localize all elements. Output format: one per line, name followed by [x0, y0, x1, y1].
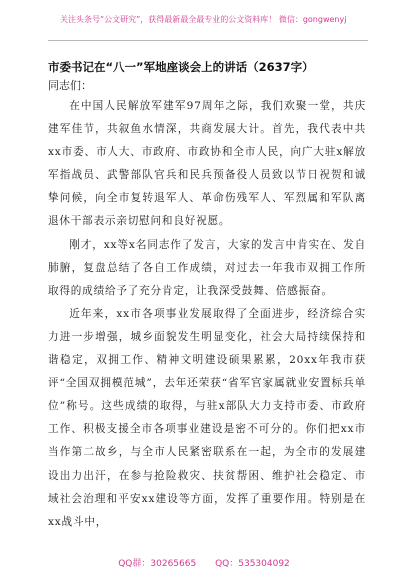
footer-qq: QQ：535304092 [215, 559, 290, 569]
page-footer [0, 556, 408, 569]
page-header [0, 0, 408, 38]
paragraph: 近年来，xx市各项事业发展取得了全面进步，经济综合实力进一步增强，城乡面貌发生明显变化，社会大局持续保持和谐稳定，双拥工作、精神文明建设硕果累累，20xx年我市获评“全国双拥模范城”，去年还荣获“省军官家属就业安置标兵单位”称号。这些成绩的取得，与驻x部队大力支持市委、市政府工作、积极支援全市各项事业建设是密不可分的。你们把xx市当作第二故乡，与全市人民紧密联系在一起，为全市的发展建设出力出汗，在参与抢险救灾、扶贫帮困、维护社会稳定、市域社会治理和平安xx建设等方面，发挥了重要作用。特别是在xx战斗中， [48, 307, 366, 528]
paragraph: 刚才，xx等x名同志作了发言，大家的发言中肯实在、发自肺腑，复盘总结了各自工作成绩，对过去一年我市双拥工作所取得的成绩给予了充分肯定，让我深受鼓舞、倍感振奋。 [48, 238, 366, 297]
header-divider [48, 40, 368, 41]
header-promo-text: 关注头条号“公文研究”，获得最新最全最专业的公文资料库！ 微信：gongwenyj [60, 15, 347, 24]
footer-qq-group: QQ群：30265665 [118, 559, 197, 569]
paragraph: 在中国人民解放军建军97周年之际，我们欢聚一堂，共庆建军佳节，共叙鱼水情深，共商发展大计。首先，我代表中共xx市委、市人大、市政府、市政协和全市人民，向广大驻x解放军指战员、武警部队官兵和民兵预备役人员致以节日祝贺和诚挚问候，向全市复转退军人、革命伤残军人、军烈属和军队离退休干部表示亲切慰问和良好祝愿。 [48, 100, 366, 228]
salutation: 同志们： [48, 79, 92, 92]
document-body [48, 58, 366, 534]
document-title: 市委书记在“八一”军地座谈会上的讲话（2637字） [48, 60, 314, 74]
